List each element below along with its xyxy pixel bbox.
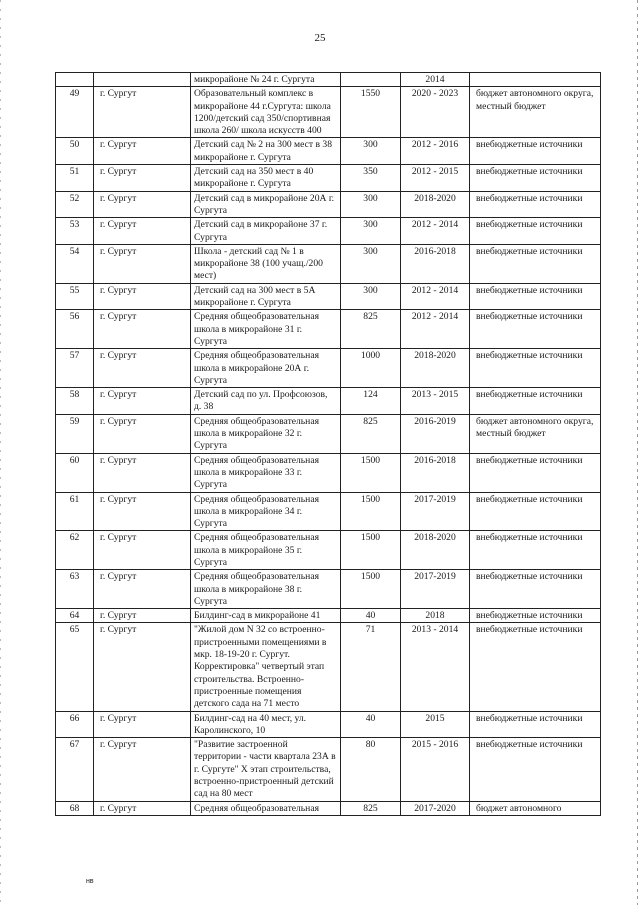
row-number: 61 <box>56 492 94 531</box>
object-name-cell: Средняя общеобразовательная школа в микрорайоне 38 г. Сургута <box>191 570 341 609</box>
object-name-cell: Средняя общеобразовательная школа в микрорайоне 34 г. Сургута <box>191 492 341 531</box>
row-number: 67 <box>56 738 94 801</box>
row-number: 54 <box>56 244 94 283</box>
table-row <box>56 138 601 165</box>
table-row <box>56 388 601 415</box>
city-cell: г. Сургут <box>94 623 191 711</box>
funding-source-cell: внебюджетные источники <box>470 165 601 192</box>
funding-source-cell: внебюджетные источники <box>470 388 601 415</box>
capacity-cell: 80 <box>341 738 401 801</box>
period-cell: 2020 - 2023 <box>401 87 470 138</box>
object-name-cell: Детский сад на 300 мест в 5А микрорайоне г. Сургута <box>191 283 341 310</box>
capacity-cell: 300 <box>341 218 401 245</box>
city-cell: г. Сургут <box>94 87 191 138</box>
capacity-cell: 1500 <box>341 570 401 609</box>
city-cell: г. Сургут <box>94 165 191 192</box>
period-cell: 2015 - 2016 <box>401 738 470 801</box>
capacity-cell <box>341 73 401 87</box>
row-number: 57 <box>56 349 94 388</box>
table-row <box>56 87 601 138</box>
period-cell: 2012 - 2015 <box>401 165 470 192</box>
object-name-cell: Средняя общеобразовательная школа в микрорайоне 31 г. Сургута <box>191 310 341 349</box>
object-name-cell: Образовательный комплекс в микрорайоне 44 г.Сургута: школа 1200/детский сад 350/спортивная школа 260/ школа искусств 400 <box>191 87 341 138</box>
funding-source-cell: внебюджетные источники <box>470 609 601 623</box>
funding-source-cell: внебюджетные источники <box>470 218 601 245</box>
row-number: 55 <box>56 283 94 310</box>
period-cell: 2014 <box>401 73 470 87</box>
row-number: 49 <box>56 87 94 138</box>
period-cell: 2012 - 2014 <box>401 218 470 245</box>
capacity-cell: 1500 <box>341 492 401 531</box>
funding-source-cell: внебюджетные источники <box>470 283 601 310</box>
row-number: 66 <box>56 711 94 738</box>
row-number: 53 <box>56 218 94 245</box>
period-cell: 2017-2019 <box>401 492 470 531</box>
city-cell: г. Сургут <box>94 349 191 388</box>
row-number: 58 <box>56 388 94 415</box>
table-row <box>56 414 601 453</box>
row-number: 64 <box>56 609 94 623</box>
scan-edge-right <box>637 0 638 905</box>
row-number: 59 <box>56 414 94 453</box>
row-number: 52 <box>56 191 94 218</box>
object-name-cell: Детский сад на 350 мест в 40 микрорайоне г. Сургута <box>191 165 341 192</box>
capacity-cell: 300 <box>341 138 401 165</box>
table-row <box>56 711 601 738</box>
period-cell: 2012 - 2014 <box>401 310 470 349</box>
objects-table <box>55 72 601 816</box>
table-row <box>56 453 601 492</box>
scan-edge-left <box>0 0 1 905</box>
city-cell: г. Сургут <box>94 570 191 609</box>
period-cell: 2015 <box>401 711 470 738</box>
funding-source-cell: бюджет автономного округа, местный бюджет <box>470 87 601 138</box>
capacity-cell: 1000 <box>341 349 401 388</box>
city-cell <box>94 73 191 87</box>
capacity-cell: 1500 <box>341 453 401 492</box>
city-cell: г. Сургут <box>94 388 191 415</box>
row-number: 62 <box>56 531 94 570</box>
funding-source-cell: внебюджетные источники <box>470 623 601 711</box>
table-row <box>56 349 601 388</box>
funding-source-cell: внебюджетные источники <box>470 349 601 388</box>
object-name-cell: Средняя общеобразовательная школа в микрорайоне 33 г. Сургута <box>191 453 341 492</box>
period-cell: 2012 - 2016 <box>401 138 470 165</box>
capacity-cell: 350 <box>341 165 401 192</box>
table-row <box>56 73 601 87</box>
page-number: 25 <box>314 32 326 44</box>
table-row <box>56 492 601 531</box>
row-number <box>56 73 94 87</box>
funding-source-cell: внебюджетные источники <box>470 492 601 531</box>
table-row <box>56 244 601 283</box>
city-cell: г. Сургут <box>94 711 191 738</box>
capacity-cell: 825 <box>341 801 401 815</box>
city-cell: г. Сургут <box>94 310 191 349</box>
table-row <box>56 218 601 245</box>
object-name-cell: Детский сад № 2 на 300 мест в 38 микрорайоне г. Сургута <box>191 138 341 165</box>
object-name-cell: Билдинг-сад на 40 мест, ул. Каролинского, 10 <box>191 711 341 738</box>
object-name-cell: "Развитие застроенной территории - части квартала 23А в г. Сургуте" X этап строительства, встроенно-пристроенный детский сад на 80 мест <box>191 738 341 801</box>
city-cell: г. Сургут <box>94 218 191 245</box>
period-cell: 2013 - 2014 <box>401 623 470 711</box>
funding-source-cell: внебюджетные источники <box>470 244 601 283</box>
objects-table-container <box>55 72 600 816</box>
city-cell: г. Сургут <box>94 283 191 310</box>
capacity-cell: 1500 <box>341 531 401 570</box>
row-number: 68 <box>56 801 94 815</box>
row-number: 56 <box>56 310 94 349</box>
capacity-cell: 124 <box>341 388 401 415</box>
city-cell: г. Сургут <box>94 138 191 165</box>
period-cell: 2018 <box>401 609 470 623</box>
city-cell: г. Сургут <box>94 244 191 283</box>
row-number: 63 <box>56 570 94 609</box>
row-number: 51 <box>56 165 94 192</box>
city-cell: г. Сургут <box>94 801 191 815</box>
table-row <box>56 738 601 801</box>
capacity-cell: 825 <box>341 414 401 453</box>
capacity-cell: 300 <box>341 244 401 283</box>
funding-source-cell: внебюджетные источники <box>470 531 601 570</box>
funding-source-cell: внебюджетные источники <box>470 453 601 492</box>
funding-source-cell <box>470 73 601 87</box>
capacity-cell: 40 <box>341 711 401 738</box>
city-cell: г. Сургут <box>94 531 191 570</box>
period-cell: 2016-2018 <box>401 244 470 283</box>
object-name-cell: Средняя общеобразовательная школа в микрорайоне 35 г. Сургута <box>191 531 341 570</box>
footer-mark: нв <box>86 878 94 885</box>
city-cell: г. Сургут <box>94 609 191 623</box>
capacity-cell: 40 <box>341 609 401 623</box>
table-row <box>56 531 601 570</box>
period-cell: 2017-2019 <box>401 570 470 609</box>
row-number: 60 <box>56 453 94 492</box>
table-row <box>56 310 601 349</box>
funding-source-cell: внебюджетные источники <box>470 570 601 609</box>
capacity-cell: 300 <box>341 283 401 310</box>
capacity-cell: 1550 <box>341 87 401 138</box>
row-number: 50 <box>56 138 94 165</box>
city-cell: г. Сургут <box>94 414 191 453</box>
table-row <box>56 609 601 623</box>
funding-source-cell: внебюджетные источники <box>470 191 601 218</box>
period-cell: 2018-2020 <box>401 531 470 570</box>
object-name-cell: Средняя общеобразовательная школа в микрорайоне 20А г. Сургута <box>191 349 341 388</box>
table-row <box>56 570 601 609</box>
funding-source-cell: бюджет автономного <box>470 801 601 815</box>
funding-source-cell: внебюджетные источники <box>470 711 601 738</box>
object-name-cell: Детский сад в микрорайоне 37 г. Сургута <box>191 218 341 245</box>
object-name-cell: Школа - детский сад № 1 в микрорайоне 38 (100 учащ./200 мест) <box>191 244 341 283</box>
table-row <box>56 191 601 218</box>
table-row <box>56 801 601 815</box>
period-cell: 2017-2020 <box>401 801 470 815</box>
capacity-cell: 71 <box>341 623 401 711</box>
period-cell: 2018-2020 <box>401 349 470 388</box>
funding-source-cell: бюджет автономного округа, местный бюджет <box>470 414 601 453</box>
object-name-cell: Детский сад по ул. Профсоюзов, д. 38 <box>191 388 341 415</box>
object-name-cell: Средняя общеобразовательная <box>191 801 341 815</box>
period-cell: 2013 - 2015 <box>401 388 470 415</box>
city-cell: г. Сургут <box>94 191 191 218</box>
object-name-cell: микрорайоне № 24 г. Сургута <box>191 73 341 87</box>
row-number: 65 <box>56 623 94 711</box>
period-cell: 2018-2020 <box>401 191 470 218</box>
city-cell: г. Сургут <box>94 453 191 492</box>
object-name-cell: Детский сад в микрорайоне 20А г. Сургута <box>191 191 341 218</box>
object-name-cell: Билдинг-сад в микрорайоне 41 <box>191 609 341 623</box>
period-cell: 2012 - 2014 <box>401 283 470 310</box>
table-row <box>56 623 601 711</box>
table-row <box>56 165 601 192</box>
period-cell: 2016-2019 <box>401 414 470 453</box>
funding-source-cell: внебюджетные источники <box>470 310 601 349</box>
capacity-cell: 300 <box>341 191 401 218</box>
object-name-cell: Средняя общеобразовательная школа в микрорайоне 32 г. Сургута <box>191 414 341 453</box>
funding-source-cell: внебюджетные источники <box>470 138 601 165</box>
capacity-cell: 825 <box>341 310 401 349</box>
object-name-cell: "Жилой дом N 32 со встроенно-пристроенными помещениями в мкр. 18-19-20 г. Сургут. Корректировка" четвертый этап строительства. Встроенно-пристроенные помещения детского сада на 71 место <box>191 623 341 711</box>
city-cell: г. Сургут <box>94 492 191 531</box>
city-cell: г. Сургут <box>94 738 191 801</box>
table-body <box>56 73 601 816</box>
period-cell: 2016-2018 <box>401 453 470 492</box>
funding-source-cell: внебюджетные источники <box>470 738 601 801</box>
table-row <box>56 283 601 310</box>
